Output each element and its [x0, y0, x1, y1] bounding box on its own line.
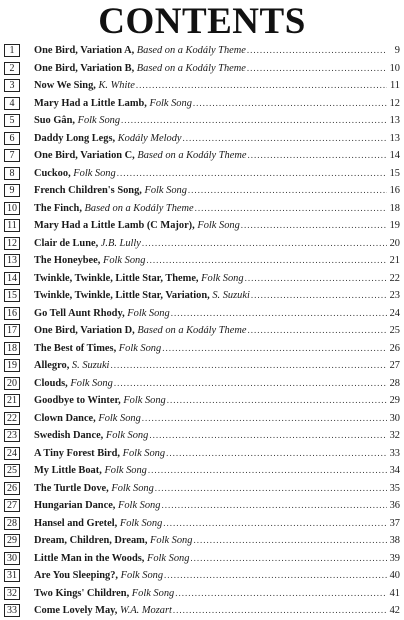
- toc-entry-text: [34, 168, 400, 179]
- page-number: 41: [389, 587, 400, 599]
- toc-entry: [4, 322, 400, 340]
- track-number-box: 13: [4, 254, 20, 267]
- track-number-box: 11: [4, 219, 20, 232]
- dot-leader: [166, 448, 387, 458]
- page-number: 38: [389, 535, 400, 547]
- toc-entry: [4, 515, 400, 533]
- song-source: Folk Song: [149, 97, 192, 109]
- dot-leader: [245, 273, 387, 283]
- page-number: 12: [389, 97, 400, 109]
- dot-leader: [142, 238, 387, 248]
- page-number: 36: [389, 500, 400, 512]
- toc-entry: [4, 112, 400, 130]
- toc-entry: [4, 585, 400, 603]
- track-number-box: 21: [4, 394, 20, 407]
- song-title: Daddy Long Legs,: [34, 132, 116, 144]
- song-title: Hansel and Gretel,: [34, 517, 118, 529]
- page-number: 27: [389, 360, 400, 372]
- track-number-box: 28: [4, 517, 20, 530]
- toc-entry: [4, 497, 400, 515]
- track-number-box: 4: [4, 97, 20, 110]
- track-number-box: 20: [4, 377, 20, 390]
- toc-entry-text: [34, 518, 400, 529]
- song-source: Based on a Kodály Theme: [136, 62, 246, 74]
- track-number-box: 27: [4, 499, 20, 512]
- track-number-box: 30: [4, 552, 20, 565]
- dot-leader: [241, 220, 387, 230]
- table-of-contents: [4, 42, 400, 620]
- dot-leader: [110, 360, 387, 370]
- track-number-box: 5: [4, 114, 20, 127]
- dot-leader: [136, 80, 387, 90]
- track-number-box: 3: [4, 79, 20, 92]
- page-number: 29: [389, 395, 400, 407]
- toc-entry-text: [34, 395, 400, 406]
- dot-leader: [247, 325, 387, 335]
- toc-entry: [4, 532, 400, 550]
- song-title: Clair de Lune,: [34, 237, 99, 249]
- song-source: Folk Song: [120, 570, 164, 582]
- toc-entry-text: [34, 483, 400, 494]
- song-source: Folk Song: [150, 535, 193, 547]
- song-title: Are You Sleeping?,: [34, 570, 118, 582]
- page-number: 28: [389, 377, 400, 389]
- toc-entry: [4, 427, 400, 445]
- page-number: 13: [389, 115, 400, 127]
- page-number: 19: [389, 220, 400, 232]
- song-title: Mary Had a Little Lamb,: [34, 97, 147, 109]
- toc-entry: [4, 60, 400, 78]
- page-number: 39: [389, 552, 400, 564]
- song-source: W.A. Mozart: [120, 605, 172, 617]
- dot-leader: [167, 395, 387, 405]
- track-number-box: 31: [4, 569, 20, 582]
- toc-entry-text: [34, 255, 400, 266]
- song-title: The Best of Times,: [34, 342, 117, 354]
- dot-leader: [148, 465, 387, 475]
- page-number: 11: [389, 80, 400, 92]
- dot-leader: [190, 553, 387, 563]
- toc-entry-text: [34, 45, 400, 56]
- page-number: 25: [389, 325, 400, 337]
- song-source: Folk Song: [70, 377, 113, 389]
- song-title: Go Tell Aunt Rhody,: [34, 307, 125, 319]
- song-source: Folk Song: [122, 447, 166, 459]
- toc-entry-text: [34, 115, 400, 126]
- track-number-box: 14: [4, 272, 20, 285]
- page-number: 13: [389, 132, 400, 144]
- song-source: Folk Song: [197, 220, 240, 232]
- song-source: Folk Song: [119, 517, 163, 529]
- toc-entry-text: [34, 185, 400, 196]
- song-source: J.B. Lully: [100, 237, 141, 249]
- toc-entry-text: [34, 448, 400, 459]
- toc-entry-text: [34, 98, 400, 109]
- page-number: 37: [389, 517, 400, 529]
- toc-entry: [4, 602, 400, 620]
- page-number: 18: [389, 202, 400, 214]
- toc-entry: [4, 147, 400, 165]
- song-source: Folk Song: [77, 115, 121, 127]
- dot-leader: [247, 63, 387, 73]
- dot-leader: [164, 570, 387, 580]
- track-number-box: 1: [4, 44, 20, 57]
- dot-leader: [247, 45, 387, 55]
- track-number-box: 17: [4, 324, 20, 337]
- song-source: Based on a Kodály Theme: [137, 325, 247, 337]
- song-source: S. Suzuki: [212, 290, 250, 302]
- toc-entry-text: [34, 465, 400, 476]
- song-source: Folk Song: [103, 255, 146, 267]
- page-number: 15: [389, 167, 400, 179]
- toc-entry-text: [34, 553, 400, 564]
- toc-entry-text: [34, 203, 400, 214]
- toc-entry: [4, 392, 400, 410]
- page-number: 14: [389, 150, 400, 162]
- dot-leader: [193, 535, 387, 545]
- track-number-box: 32: [4, 587, 20, 600]
- toc-entry-text: [34, 535, 400, 546]
- toc-entry: [4, 42, 400, 60]
- toc-entry-text: [34, 378, 400, 389]
- song-title: Allegro,: [34, 360, 70, 372]
- toc-entry-text: [34, 133, 400, 144]
- song-title: My Little Boat,: [34, 465, 102, 477]
- toc-entry-text: [34, 605, 400, 616]
- track-number-box: 15: [4, 289, 20, 302]
- song-source: Folk Song: [131, 587, 175, 599]
- toc-entry-text: [34, 150, 400, 161]
- song-title: Suo Gân,: [34, 115, 76, 127]
- page-number: 16: [389, 185, 400, 197]
- track-number-box: 7: [4, 149, 20, 162]
- song-title: Two Kings' Children,: [34, 587, 130, 599]
- song-title: A Tiny Forest Bird,: [34, 447, 121, 459]
- toc-entry-text: [34, 325, 400, 336]
- toc-entry: [4, 357, 400, 375]
- song-source: Based on a Kodály Theme: [136, 45, 246, 57]
- song-title: Now We Sing,: [34, 80, 96, 92]
- page-number: 42: [389, 605, 400, 617]
- song-source: S. Suzuki: [71, 360, 110, 372]
- toc-entry-text: [34, 80, 400, 91]
- page-number: 20: [389, 237, 400, 249]
- song-title: Cuckoo,: [34, 167, 71, 179]
- toc-entry: [4, 252, 400, 270]
- song-title: Mary Had a Little Lamb (C Major),: [34, 220, 195, 232]
- toc-entry-text: [34, 273, 400, 284]
- dot-leader: [175, 588, 387, 598]
- song-title: Hungarian Dance,: [34, 500, 116, 512]
- toc-entry: [4, 270, 400, 288]
- track-number-box: 6: [4, 132, 20, 145]
- toc-entry: [4, 287, 400, 305]
- song-title: Little Man in the Woods,: [34, 552, 145, 564]
- page-number: 40: [389, 570, 400, 582]
- track-number-box: 24: [4, 447, 20, 460]
- track-number-box: 12: [4, 237, 20, 250]
- song-source: K. White: [98, 80, 135, 92]
- track-number-box: 25: [4, 464, 20, 477]
- page-number: 35: [389, 482, 400, 494]
- song-source: Based on a Kodály Theme: [137, 150, 247, 162]
- toc-entry-text: [34, 63, 400, 74]
- song-source: Folk Song: [105, 430, 149, 442]
- toc-entry: [4, 480, 400, 498]
- dot-leader: [155, 483, 387, 493]
- track-number-box: 18: [4, 342, 20, 355]
- toc-entry-text: [34, 500, 400, 511]
- track-number-box: 23: [4, 429, 20, 442]
- toc-entry-text: [34, 290, 400, 301]
- song-title: The Turtle Dove,: [34, 482, 109, 494]
- dot-leader: [146, 255, 387, 265]
- toc-entry: [4, 305, 400, 323]
- song-title: Goodbye to Winter,: [34, 395, 121, 407]
- song-title: Clown Dance,: [34, 412, 96, 424]
- song-title: Come Lovely May,: [34, 605, 118, 617]
- song-source: Folk Song: [111, 482, 154, 494]
- toc-entry: [4, 235, 400, 253]
- song-title: One Bird, Variation C,: [34, 150, 135, 162]
- toc-entry-text: [34, 308, 400, 319]
- song-title: Clouds,: [34, 377, 68, 389]
- toc-entry: [4, 550, 400, 568]
- song-source: Folk Song: [98, 412, 141, 424]
- track-number-box: 26: [4, 482, 20, 495]
- page-number: 34: [389, 465, 400, 477]
- song-source: Folk Song: [201, 272, 244, 284]
- dot-leader: [183, 133, 387, 143]
- toc-entry: [4, 375, 400, 393]
- dot-leader: [195, 203, 387, 213]
- track-number-box: 29: [4, 534, 20, 547]
- song-title: Twinkle, Twinkle, Little Star, Variation,: [34, 290, 210, 302]
- song-source: Folk Song: [118, 342, 162, 354]
- song-title: Dream, Children, Dream,: [34, 535, 148, 547]
- song-title: One Bird, Variation A,: [34, 45, 135, 57]
- song-source: Kodály Melody: [117, 132, 182, 144]
- toc-entry: [4, 182, 400, 200]
- dot-leader: [188, 185, 387, 195]
- page-number: 33: [389, 447, 400, 459]
- page-number: 21: [389, 255, 400, 267]
- song-source: Folk Song: [146, 552, 190, 564]
- toc-entry: [4, 445, 400, 463]
- song-source: Folk Song: [104, 465, 147, 477]
- dot-leader: [247, 150, 387, 160]
- track-number-box: 33: [4, 604, 20, 617]
- page-title: CONTENTS: [98, 1, 306, 42]
- toc-entry: [4, 77, 400, 95]
- toc-entry: [4, 567, 400, 585]
- dot-leader: [142, 413, 387, 423]
- page-number: 26: [389, 342, 400, 354]
- page-number: 32: [389, 430, 400, 442]
- song-title: One Bird, Variation D,: [34, 325, 135, 337]
- song-title: The Honeybee,: [34, 255, 101, 267]
- toc-entry-text: [34, 413, 400, 424]
- toc-entry-text: [34, 588, 400, 599]
- toc-entry-text: [34, 430, 400, 441]
- song-title: Twinkle, Twinkle, Little Star, Theme,: [34, 272, 199, 284]
- page-number: 24: [389, 307, 400, 319]
- dot-leader: [162, 343, 387, 353]
- toc-entry: [4, 410, 400, 428]
- page-number: 30: [389, 412, 400, 424]
- song-source: Based on a Kodály Theme: [84, 202, 194, 214]
- toc-entry-text: [34, 220, 400, 231]
- track-number-box: 10: [4, 202, 20, 215]
- song-title: Swedish Dance,: [34, 430, 104, 442]
- track-number-box: 16: [4, 307, 20, 320]
- dot-leader: [251, 290, 387, 300]
- dot-leader: [117, 168, 387, 178]
- toc-entry-text: [34, 360, 400, 371]
- dot-leader: [149, 430, 387, 440]
- dot-leader: [171, 308, 387, 318]
- toc-entry-text: [34, 238, 400, 249]
- song-title: French Children's Song,: [34, 185, 142, 197]
- song-source: Folk Song: [73, 167, 116, 179]
- toc-entry-text: [34, 570, 400, 581]
- page-number: 10: [389, 62, 400, 74]
- song-title: The Finch,: [34, 202, 82, 214]
- toc-entry: [4, 340, 400, 358]
- track-number-box: 19: [4, 359, 20, 372]
- dot-leader: [163, 518, 387, 528]
- dot-leader: [121, 115, 387, 125]
- song-source: Folk Song: [118, 500, 161, 512]
- dot-leader: [161, 500, 387, 510]
- toc-entry: [4, 462, 400, 480]
- page-number: 9: [394, 45, 400, 57]
- dot-leader: [114, 378, 387, 388]
- song-source: Folk Song: [123, 395, 166, 407]
- dot-leader: [193, 98, 387, 108]
- page-number: 22: [389, 272, 400, 284]
- track-number-box: 22: [4, 412, 20, 425]
- toc-entry: [4, 217, 400, 235]
- toc-entry: [4, 95, 400, 113]
- toc-entry-text: [34, 343, 400, 354]
- toc-entry: [4, 200, 400, 218]
- song-source: Folk Song: [144, 185, 187, 197]
- dot-leader: [173, 605, 387, 615]
- song-title: One Bird, Variation B,: [34, 62, 135, 74]
- track-number-box: 2: [4, 62, 20, 75]
- song-source: Folk Song: [127, 307, 170, 319]
- toc-entry: [4, 130, 400, 148]
- toc-entry: [4, 165, 400, 183]
- track-number-box: 8: [4, 167, 20, 180]
- track-number-box: 9: [4, 184, 20, 197]
- page-number: 23: [389, 290, 400, 302]
